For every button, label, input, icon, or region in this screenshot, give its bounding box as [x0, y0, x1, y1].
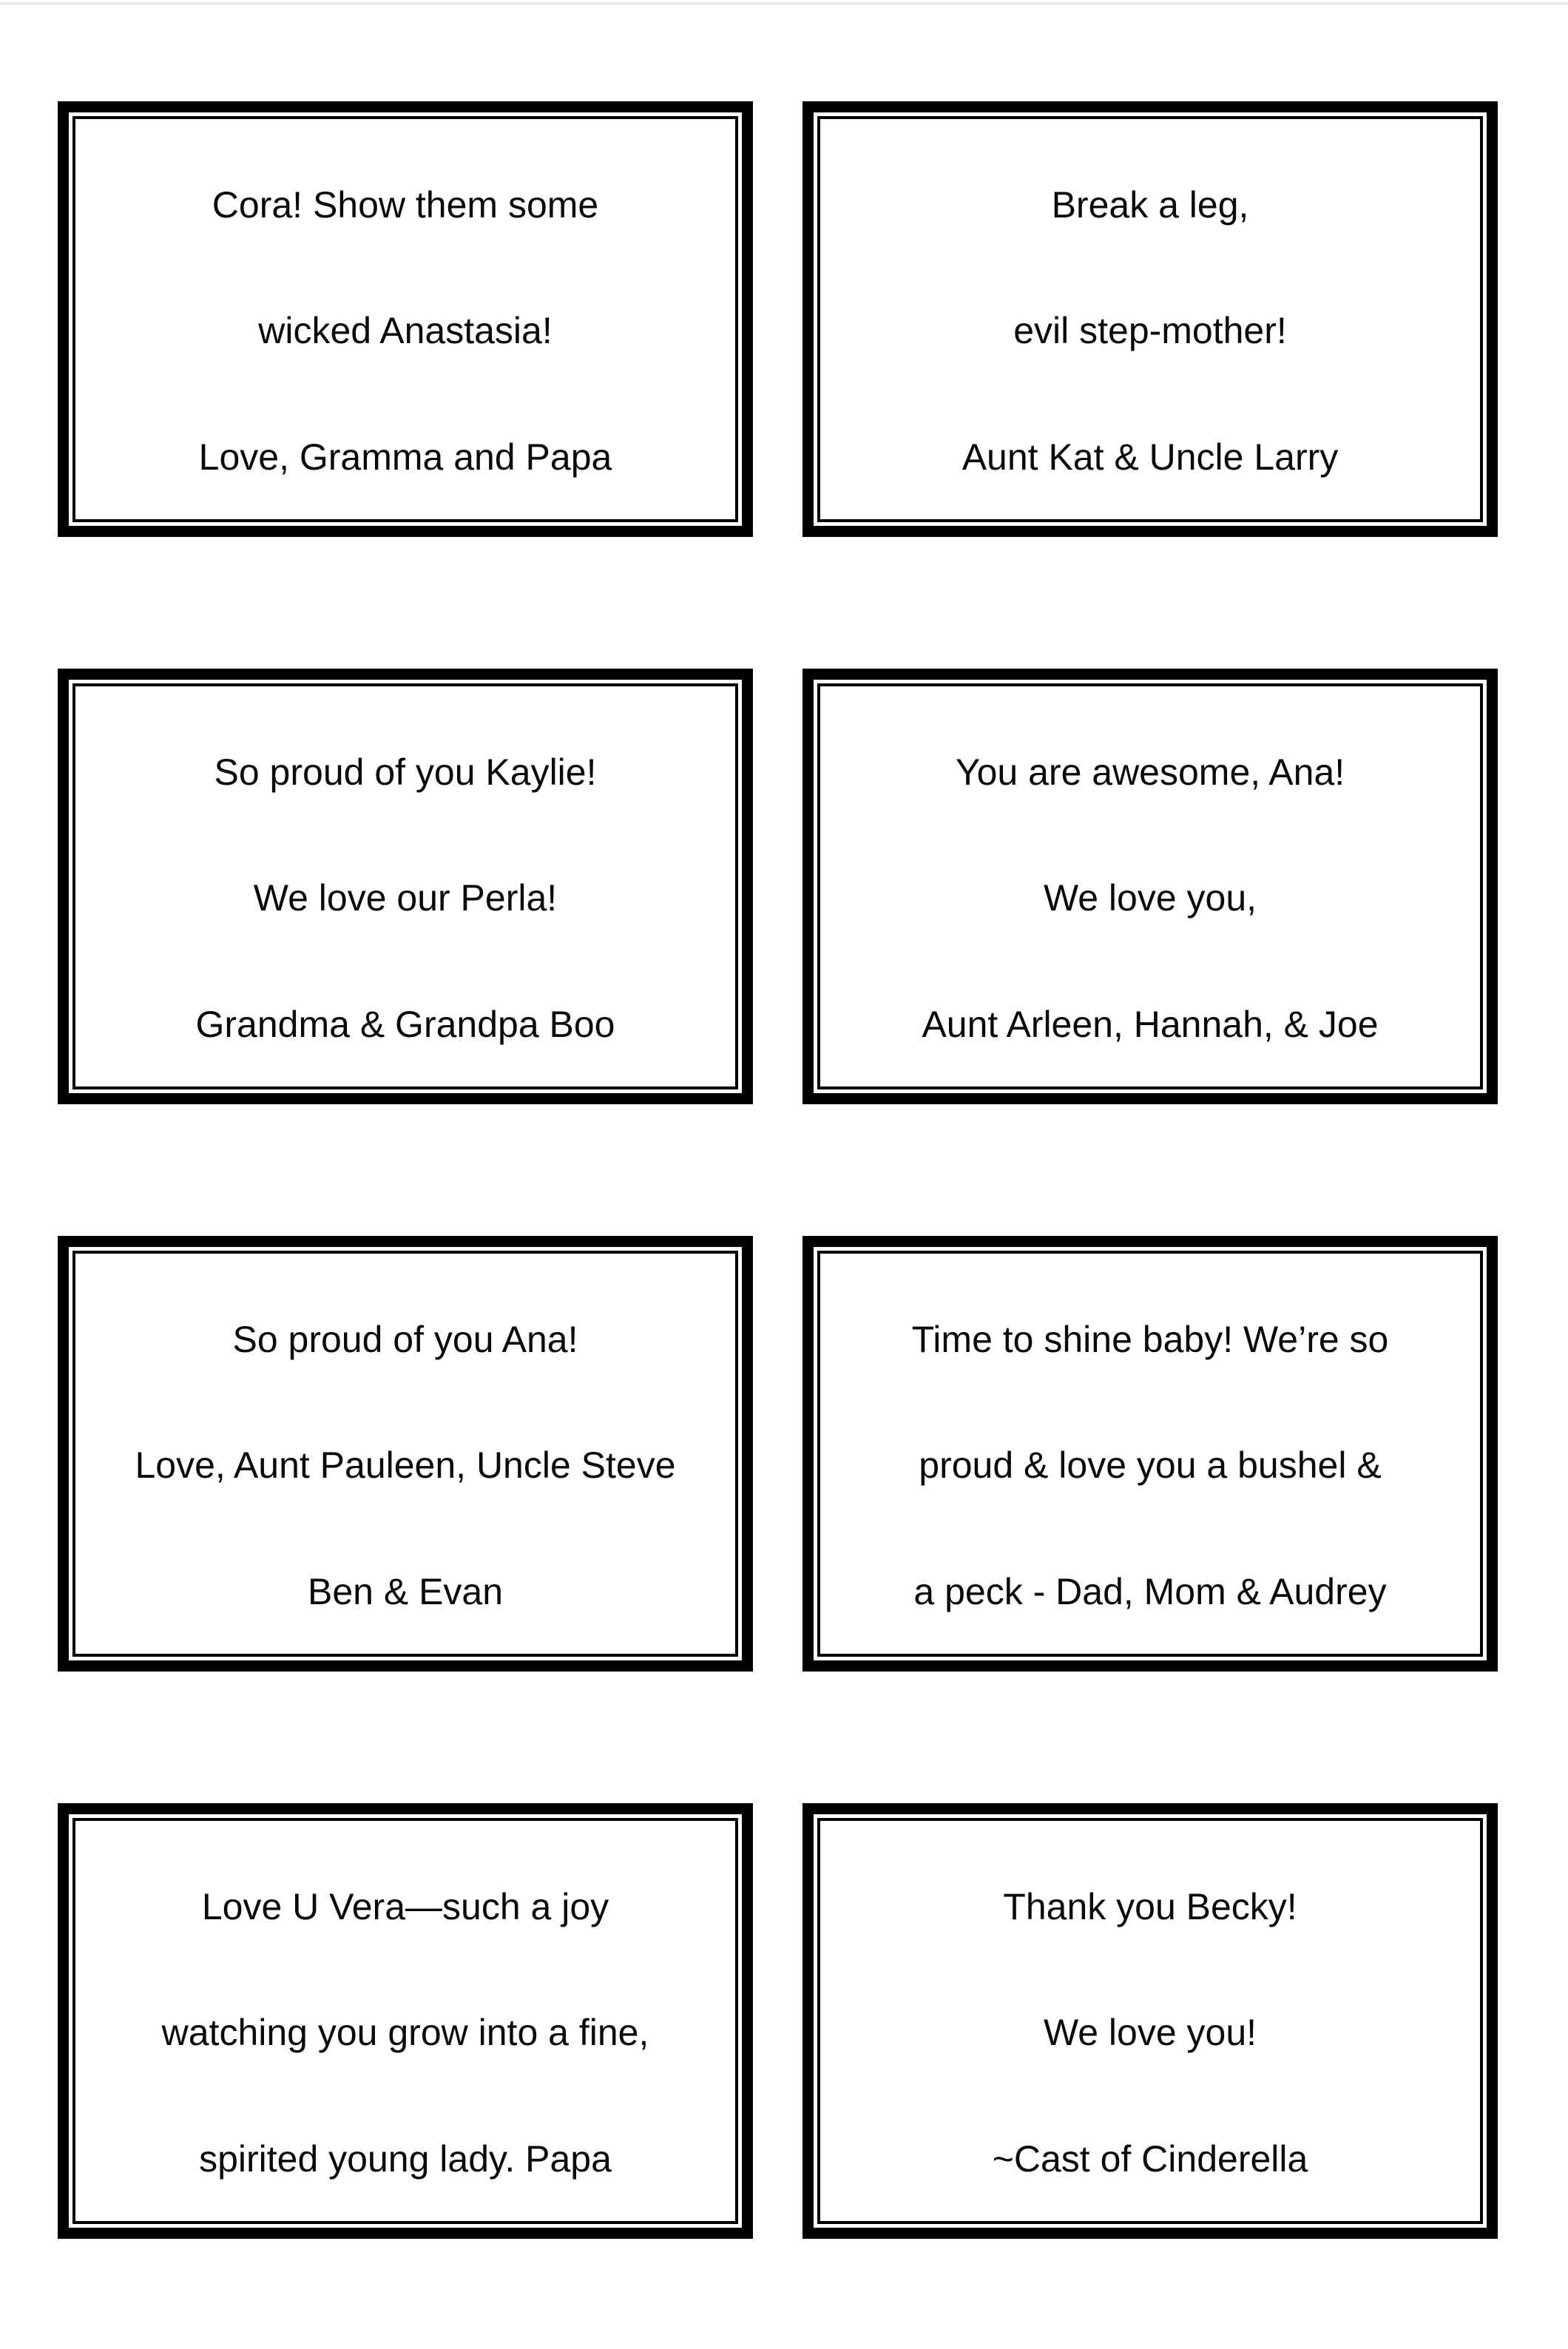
note-card-inner-border: [817, 1818, 1483, 2224]
note-card: [58, 101, 753, 537]
page-top-edge: [0, 2, 1568, 5]
note-card-inner-border: [817, 1251, 1483, 1657]
card-line: a peck - Dad, Mom & Audrey: [913, 1570, 1387, 1612]
note-card: [58, 669, 753, 1104]
card-line: Ben & Evan: [307, 1570, 504, 1612]
note-card-inner-border: [72, 1251, 738, 1657]
card-line: Time to shine baby! We’re so: [911, 1319, 1389, 1360]
card-line: Grandma & Grandpa Boo: [195, 1003, 615, 1045]
card-line: You are awesome, Ana!: [955, 751, 1345, 793]
card-line: Love, Gramma and Papa: [198, 436, 612, 478]
note-card: [58, 1803, 753, 2239]
card-line: Love U Vera—such a joy: [201, 1886, 609, 1927]
note-card-inner-border: [72, 1818, 738, 2224]
card-line: Aunt Kat & Uncle Larry: [962, 436, 1339, 478]
note-card-inner-border: [72, 683, 738, 1089]
card-line: We love you!: [1043, 2012, 1257, 2054]
card-line: proud & love you a bushel &: [919, 1444, 1382, 1487]
card-line: So proud of you Ana!: [232, 1319, 578, 1360]
card-line: ~Cast of Cinderella: [992, 2137, 1308, 2180]
card-line: So proud of you Kaylie!: [214, 751, 597, 793]
card-line: Aunt Arleen, Hannah, & Joe: [922, 1003, 1379, 1045]
card-line: evil step-mother!: [1013, 310, 1287, 352]
note-card: [802, 1236, 1498, 1672]
note-card-inner-border: [72, 116, 738, 522]
card-line: Love, Aunt Pauleen, Uncle Steve: [135, 1444, 676, 1487]
note-card: [802, 101, 1498, 537]
card-line: Thank you Becky!: [1003, 1886, 1297, 1927]
note-card: [58, 1236, 753, 1672]
note-card-inner-border: [817, 116, 1483, 522]
card-line: wicked Anastasia!: [258, 310, 552, 352]
note-card: [802, 669, 1498, 1104]
card-line: We love you,: [1043, 877, 1257, 919]
card-line: Break a leg,: [1051, 184, 1249, 226]
card-line: We love our Perla!: [253, 877, 558, 919]
note-card: [802, 1803, 1498, 2239]
cards-grid: [58, 101, 1498, 2239]
card-line: Cora! Show them some: [212, 184, 599, 226]
card-line: spirited young lady. Papa: [199, 2137, 612, 2180]
note-card-inner-border: [817, 683, 1483, 1089]
card-line: watching you grow into a fine,: [161, 2012, 649, 2054]
